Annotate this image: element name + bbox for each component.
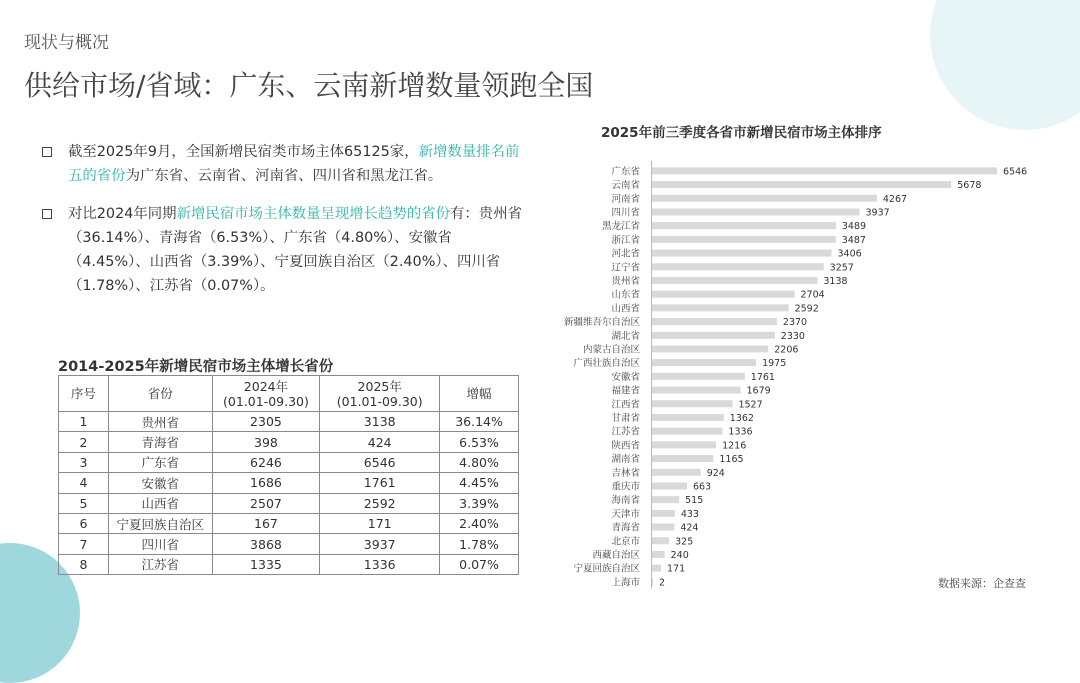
chart-category-label: 河南省: [611, 193, 640, 205]
growth-table: [58, 375, 519, 575]
chart-value-label: 1975: [762, 358, 787, 370]
cell-2024: 167: [212, 513, 320, 533]
cell-2025: 3138: [320, 412, 440, 432]
col-header-index: 序号: [59, 376, 109, 412]
chart-bar: [652, 318, 777, 325]
chart-category-label: 海南省: [611, 495, 640, 507]
bullet-text: 有：贵州省（36.14%）、青海省（6.53%）、广东省（4.80%）、安徽省（4.45%）、山西省（3.39%）、宁夏回族自治区（2.40%）、四川省（1.78%）、江苏省（0.07%）。: [68, 206, 522, 294]
chart-category-label: 四川省: [611, 207, 640, 219]
table-row: [59, 432, 519, 452]
cell-province: 青海省: [108, 432, 212, 452]
cell-index: 1: [59, 412, 109, 432]
chart-bar: [652, 551, 665, 558]
col-header-2024: [212, 376, 320, 412]
col-header-growth: 增幅: [440, 376, 519, 412]
chart-bar: [652, 455, 713, 462]
col-header-2025: [320, 376, 440, 412]
chart-value-label: 2330: [780, 330, 805, 342]
table-row: [59, 473, 519, 493]
chart-value-label: 1336: [728, 426, 753, 438]
cell-index: 2: [59, 432, 109, 452]
col-header-2024-text: 2024年 (01.01-09.30): [223, 378, 309, 409]
chart-category-label: 重庆市: [611, 481, 640, 493]
chart-bar: [652, 222, 836, 229]
chart-value-label: 433: [680, 508, 699, 520]
table-row: [59, 554, 519, 574]
cell-growth: 4.45%: [440, 473, 519, 493]
chart-category-label: 西藏自治区: [592, 549, 640, 561]
chart-category-label: 湖北省: [611, 330, 640, 342]
chart-category-label: 天津市: [611, 508, 640, 520]
chart-bar: [652, 332, 775, 339]
chart-category-label: 甘肃省: [611, 412, 640, 424]
table-row: [59, 534, 519, 554]
chart-bar: [652, 167, 997, 174]
cell-growth: 3.39%: [440, 493, 519, 513]
chart-category-label: 陕西省: [611, 440, 640, 452]
chart-value-label: 3937: [865, 207, 890, 219]
table-row: [59, 493, 519, 513]
chart-bar: [652, 236, 836, 243]
chart-category-label: 广西壮族自治区: [573, 358, 640, 370]
chart-value-label: 3489: [841, 221, 867, 233]
chart-bar: [652, 578, 653, 585]
chart-bar: [652, 482, 687, 489]
cell-2025: 171: [320, 513, 440, 533]
province-bar-chart: [540, 160, 1040, 592]
chart-bar: [652, 496, 679, 503]
square-bullet-icon: [42, 209, 52, 219]
chart-category-label: 宁夏回族自治区: [573, 563, 640, 575]
chart-bar: [652, 441, 716, 448]
cell-2025: 1336: [320, 554, 440, 574]
chart-value-label: 1165: [719, 454, 744, 466]
bullet-highlight: 新增数量排名前五的省份: [68, 144, 520, 184]
chart-value-label: 3406: [837, 248, 862, 260]
chart-value-label: 3257: [829, 262, 854, 274]
cell-2025: 424: [320, 432, 440, 452]
cell-province: 山西省: [108, 493, 212, 513]
cell-2025: 6546: [320, 452, 440, 472]
cell-province: 贵州省: [108, 412, 212, 432]
cell-growth: 6.53%: [440, 432, 519, 452]
chart-category-label: 湖南省: [611, 454, 640, 466]
chart-category-label: 江苏省: [611, 426, 640, 438]
cell-2025: 2592: [320, 493, 440, 513]
table-header-row: [59, 376, 519, 412]
chart-category-label: 江西省: [611, 399, 640, 411]
chart-value-label: 663: [692, 481, 712, 493]
chart-value-label: 6546: [1003, 166, 1028, 178]
bullet-text: 为广东省、云南省、河南省、四川省和黑龙江省。: [125, 168, 443, 184]
chart-category-label: 青海省: [611, 522, 640, 534]
chart-bar: [652, 181, 951, 188]
cell-growth: 0.07%: [440, 554, 519, 574]
chart-category-label: 福建省: [611, 385, 640, 397]
chart-value-label: 4267: [882, 193, 908, 205]
cell-2024: 398: [212, 432, 320, 452]
bullet-item: [42, 140, 532, 188]
chart-bar: [652, 263, 824, 270]
chart-category-label: 浙江省: [611, 234, 640, 246]
cell-province: 江苏省: [108, 554, 212, 574]
section-label: 现状与概况: [24, 33, 109, 53]
page-title: 供给市场/省域：广东、云南新增数量领跑全国: [24, 69, 594, 102]
cell-index: 8: [59, 554, 109, 574]
chart-category-label: 吉林省: [611, 467, 640, 479]
chart-bar: [652, 524, 674, 531]
data-source-note: 数据来源：企查查: [938, 577, 1026, 590]
chart-bar: [652, 304, 789, 311]
chart-bar: [652, 510, 675, 517]
cell-province: 四川省: [108, 534, 212, 554]
chart-bar: [652, 277, 817, 284]
table-title: 2014-2025年新增民宿市场主体增长省份: [58, 359, 334, 375]
cell-2024: 1686: [212, 473, 320, 493]
chart-title: 2025年前三季度各省市新增民宿市场主体排序: [601, 125, 882, 141]
cell-province: 广东省: [108, 452, 212, 472]
bullet-item: [42, 202, 532, 298]
chart-bar: [652, 400, 732, 407]
chart-bar: [652, 373, 745, 380]
chart-value-label: 1362: [729, 412, 754, 424]
chart-bar: [652, 414, 724, 421]
cell-2024: 2305: [212, 412, 320, 432]
square-bullet-icon: [42, 147, 52, 157]
bullet-highlight: 新增民宿市场主体数量呈现增长趋势的省份: [176, 206, 451, 222]
bullet-list: [42, 140, 532, 312]
chart-value-label: 424: [680, 522, 699, 534]
table-row: [59, 452, 519, 472]
chart-category-label: 辽宁省: [611, 262, 640, 274]
cell-index: 3: [59, 452, 109, 472]
chart-value-label: 1761: [750, 371, 775, 383]
cell-2024: 1335: [212, 554, 320, 574]
chart-category-label: 上海市: [611, 577, 640, 589]
cell-index: 4: [59, 473, 109, 493]
chart-category-label: 安徽省: [611, 371, 640, 383]
chart-category-label: 云南省: [611, 180, 640, 192]
bullet-text: 对比2024年同期: [68, 206, 177, 222]
chart-category-label: 内蒙古自治区: [582, 344, 640, 356]
table-row: [59, 412, 519, 432]
bullet-text: 截至2025年9月，全国新增民宿类市场主体65125家，: [68, 144, 419, 160]
chart-bar: [652, 195, 877, 202]
table-row: [59, 513, 519, 533]
cell-growth: 36.14%: [440, 412, 519, 432]
cell-index: 7: [59, 534, 109, 554]
chart-value-label: 1216: [722, 440, 747, 452]
chart-bar: [652, 250, 832, 257]
cell-growth: 1.78%: [440, 534, 519, 554]
col-header-2025-text: 2025年 (01.01-09.30): [336, 378, 423, 409]
cell-2024: 6246: [212, 452, 320, 472]
chart-bar: [652, 428, 722, 435]
cell-2024: 2507: [212, 493, 320, 513]
chart-value-label: 1679: [746, 385, 771, 397]
chart-bar: [652, 291, 795, 298]
chart-value-label: 2206: [774, 344, 799, 356]
chart-value-label: 515: [685, 495, 704, 507]
chart-value-label: 3487: [841, 234, 866, 246]
cell-index: 6: [59, 513, 109, 533]
cell-province: 宁夏回族自治区: [108, 513, 212, 533]
chart-value-label: 5678: [957, 180, 982, 192]
chart-bar: [652, 537, 669, 544]
chart-value-label: 2370: [782, 317, 808, 329]
chart-category-label: 贵州省: [611, 275, 640, 287]
chart-category-label: 广东省: [611, 166, 640, 178]
chart-value-label: 325: [675, 536, 694, 548]
chart-bar: [652, 208, 859, 215]
cell-growth: 4.80%: [440, 452, 519, 472]
chart-category-label: 新疆维吾尔自治区: [563, 317, 640, 329]
cell-2025: 3937: [320, 534, 440, 554]
chart-category-label: 北京市: [611, 536, 640, 548]
chart-value-label: 924: [706, 467, 725, 479]
chart-bar: [652, 345, 768, 352]
decor-circle-top-right: [930, 0, 1080, 130]
chart-bar: [652, 387, 740, 394]
cell-2024: 3868: [212, 534, 320, 554]
chart-bar: [652, 359, 756, 366]
cell-growth: 2.40%: [440, 513, 519, 533]
table-body: [59, 412, 519, 575]
chart-category-label: 黑龙江省: [601, 221, 640, 233]
chart-value-label: 240: [670, 549, 689, 561]
chart-value-label: 2: [659, 577, 666, 589]
chart-value-label: 3138: [823, 275, 848, 287]
chart-category-label: 山西省: [611, 303, 640, 315]
chart-value-label: 2592: [794, 303, 819, 315]
col-header-province: 省份: [108, 376, 212, 412]
cell-2025: 1761: [320, 473, 440, 493]
chart-value-label: 171: [667, 563, 686, 575]
chart-value-label: 2704: [800, 289, 825, 301]
chart-category-label: 河北省: [611, 248, 640, 260]
chart-bar: [652, 469, 701, 476]
chart-bar: [652, 565, 661, 572]
cell-index: 5: [59, 493, 109, 513]
chart-category-label: 山东省: [611, 289, 640, 301]
chart-value-label: 1527: [738, 399, 763, 411]
cell-province: 安徽省: [108, 473, 212, 493]
